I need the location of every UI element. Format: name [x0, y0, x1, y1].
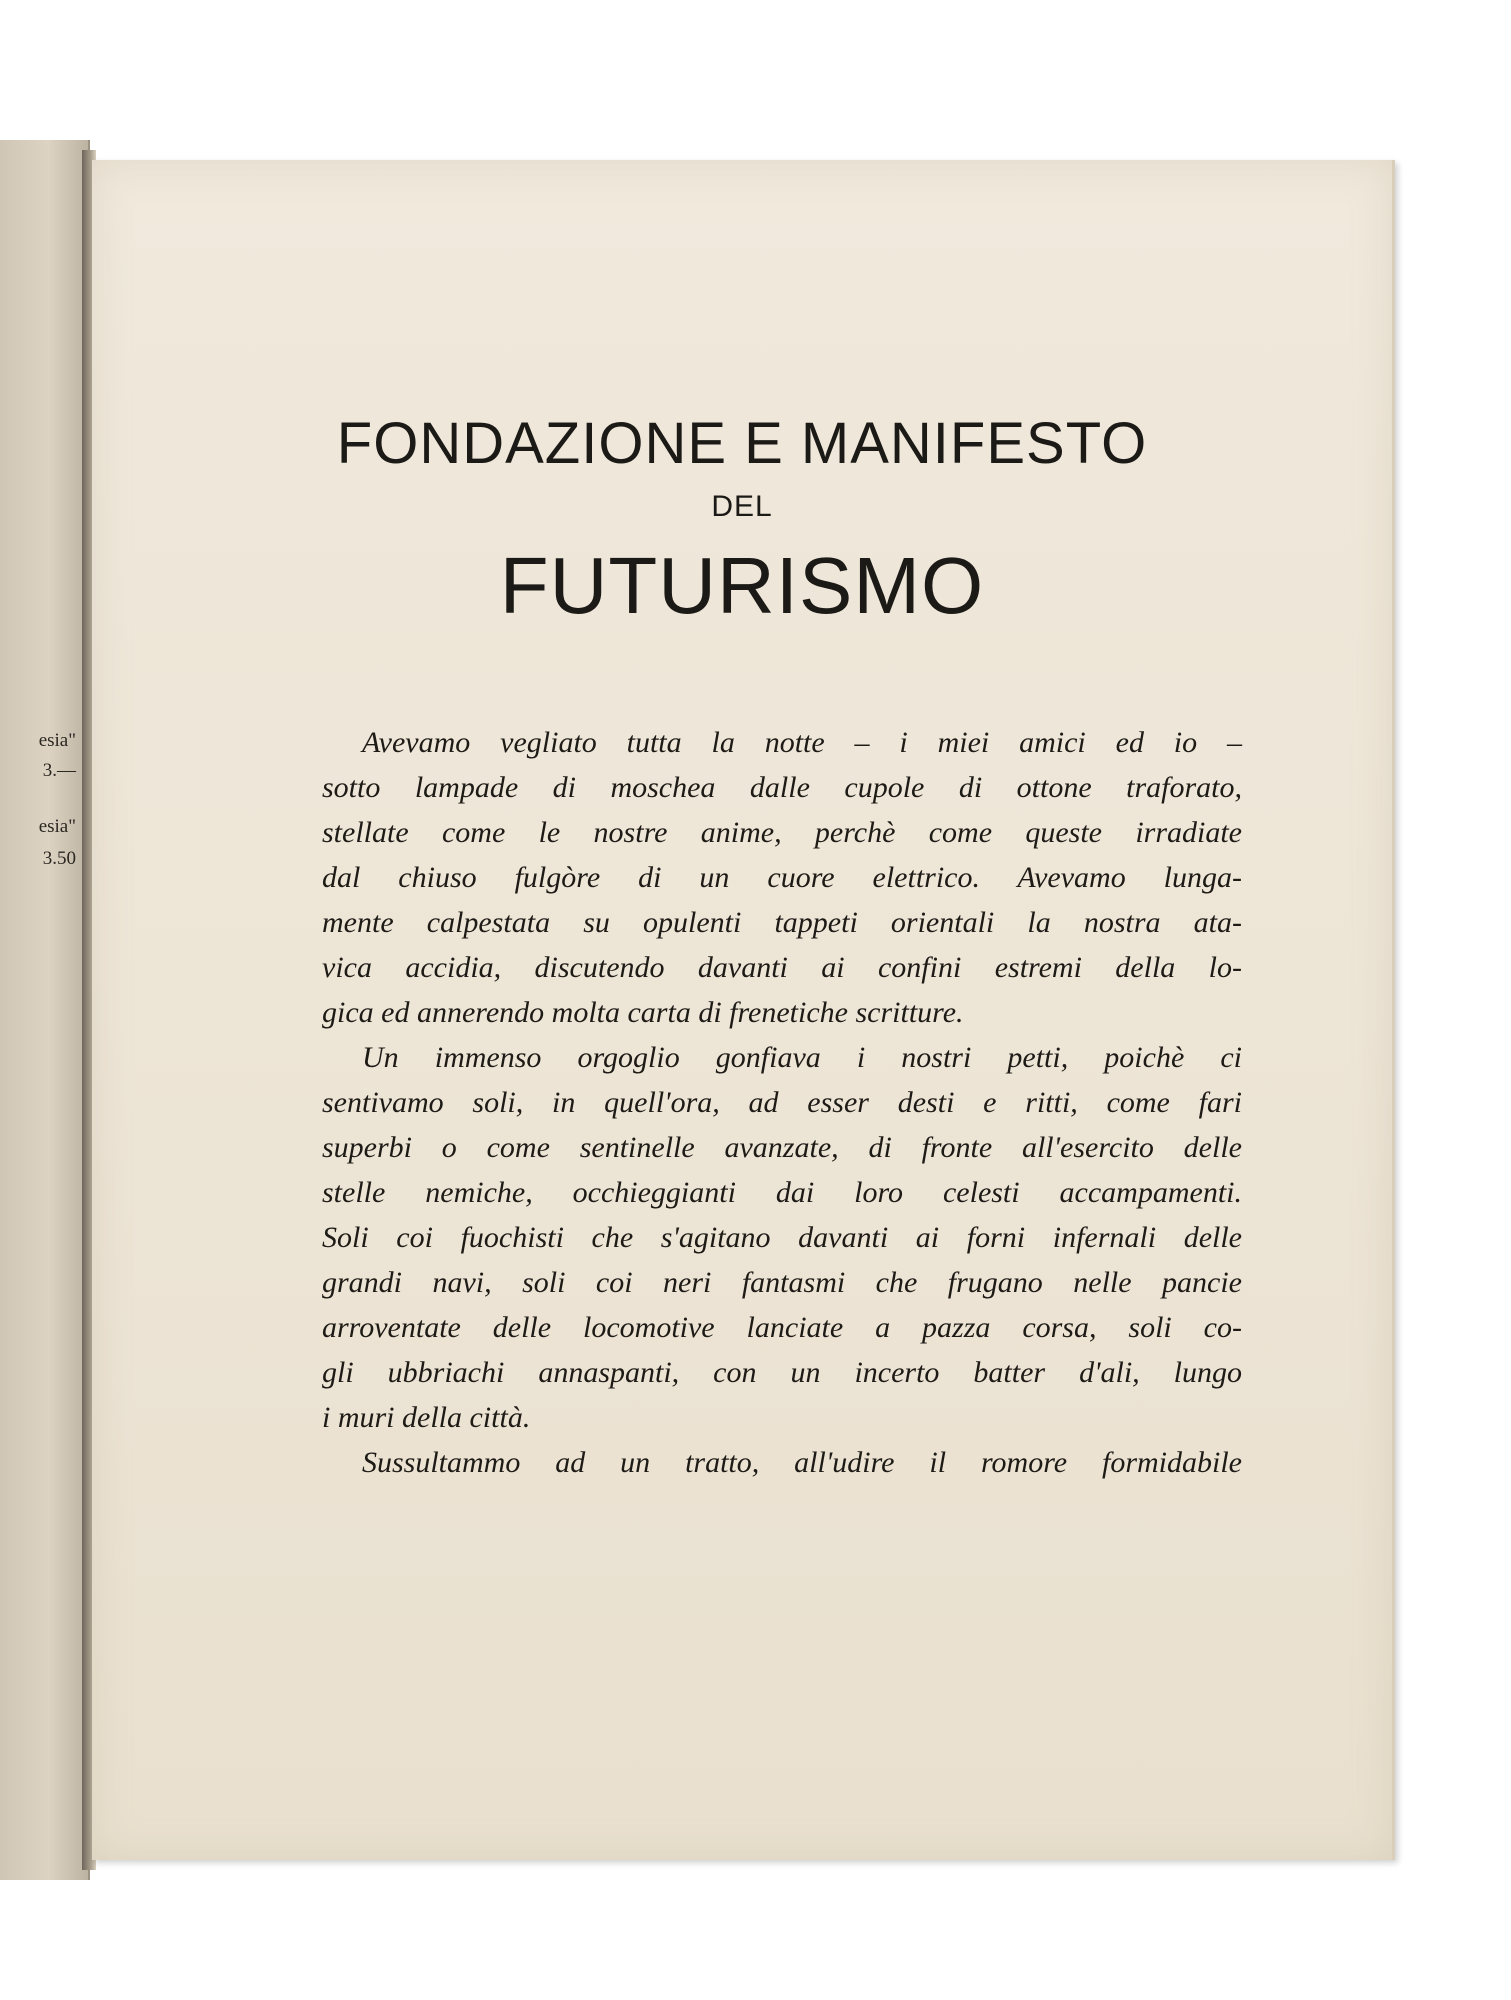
text-line: mente calpestata su opulenti tappeti orientali la nostra ata- — [322, 906, 1242, 939]
text-line: arroventate delle locomotive lanciate a pazza corsa, soli co- — [322, 1311, 1242, 1344]
text-line: sentivamo soli, in quell'ora, ad esser desti e ritti, come fari — [322, 1086, 1242, 1119]
text-line: dal chiuso fulgòre di un cuore elettrico. Avevamo lunga- — [322, 861, 1242, 894]
title-line-3: FUTURISMO — [499, 541, 985, 630]
text-line: gica ed annerendo molta carta di frenetiche scritture. — [322, 996, 964, 1029]
text-line: stelle nemiche, occhieggianti dai loro celesti accampamenti. — [322, 1176, 1242, 1209]
right-page — [92, 160, 1395, 1860]
title-line-2: DEL — [711, 490, 773, 523]
text-line: sotto lampade di moschea dalle cupole di ottone traforato, — [322, 771, 1242, 804]
text-line: Un immenso orgoglio gonfiava i nostri petti, poichè ci — [362, 1041, 1242, 1074]
text-line: Soli coi fuochisti che s'agitano davanti ai forni infernali delle — [322, 1221, 1242, 1254]
left-page-edge — [0, 140, 90, 1880]
text-line: superbi o come sentinelle avanzate, di fronte all'esercito delle — [322, 1131, 1242, 1164]
text-line: stellate come le nostre anime, perchè come queste irradiate — [322, 816, 1242, 849]
text-line: Avevamo vegliato tutta la notte – i miei amici ed io – — [362, 726, 1242, 759]
title-line-1: FONDAZIONE E MANIFESTO — [336, 411, 1148, 476]
text-line: Sussultammo ad un tratto, all'udire il romore formidabile — [362, 1446, 1242, 1479]
text-line: vica accidia, discutendo davanti ai confini estremi della lo- — [322, 951, 1242, 984]
body-text — [322, 720, 1242, 1485]
text-line: i muri della città. — [322, 1401, 531, 1434]
text-line: gli ubbriachi annaspanti, con un incerto batter d'ali, lungo — [322, 1356, 1242, 1389]
text-line: grandi navi, soli coi neri fantasmi che frugano nelle pancie — [322, 1266, 1242, 1299]
left-page-fragment: 3.50 — [42, 848, 76, 869]
left-page-fragment: 3.— — [42, 760, 76, 781]
left-page-fragment: esia" — [38, 730, 76, 751]
left-page-fragment: esia" — [38, 816, 76, 837]
